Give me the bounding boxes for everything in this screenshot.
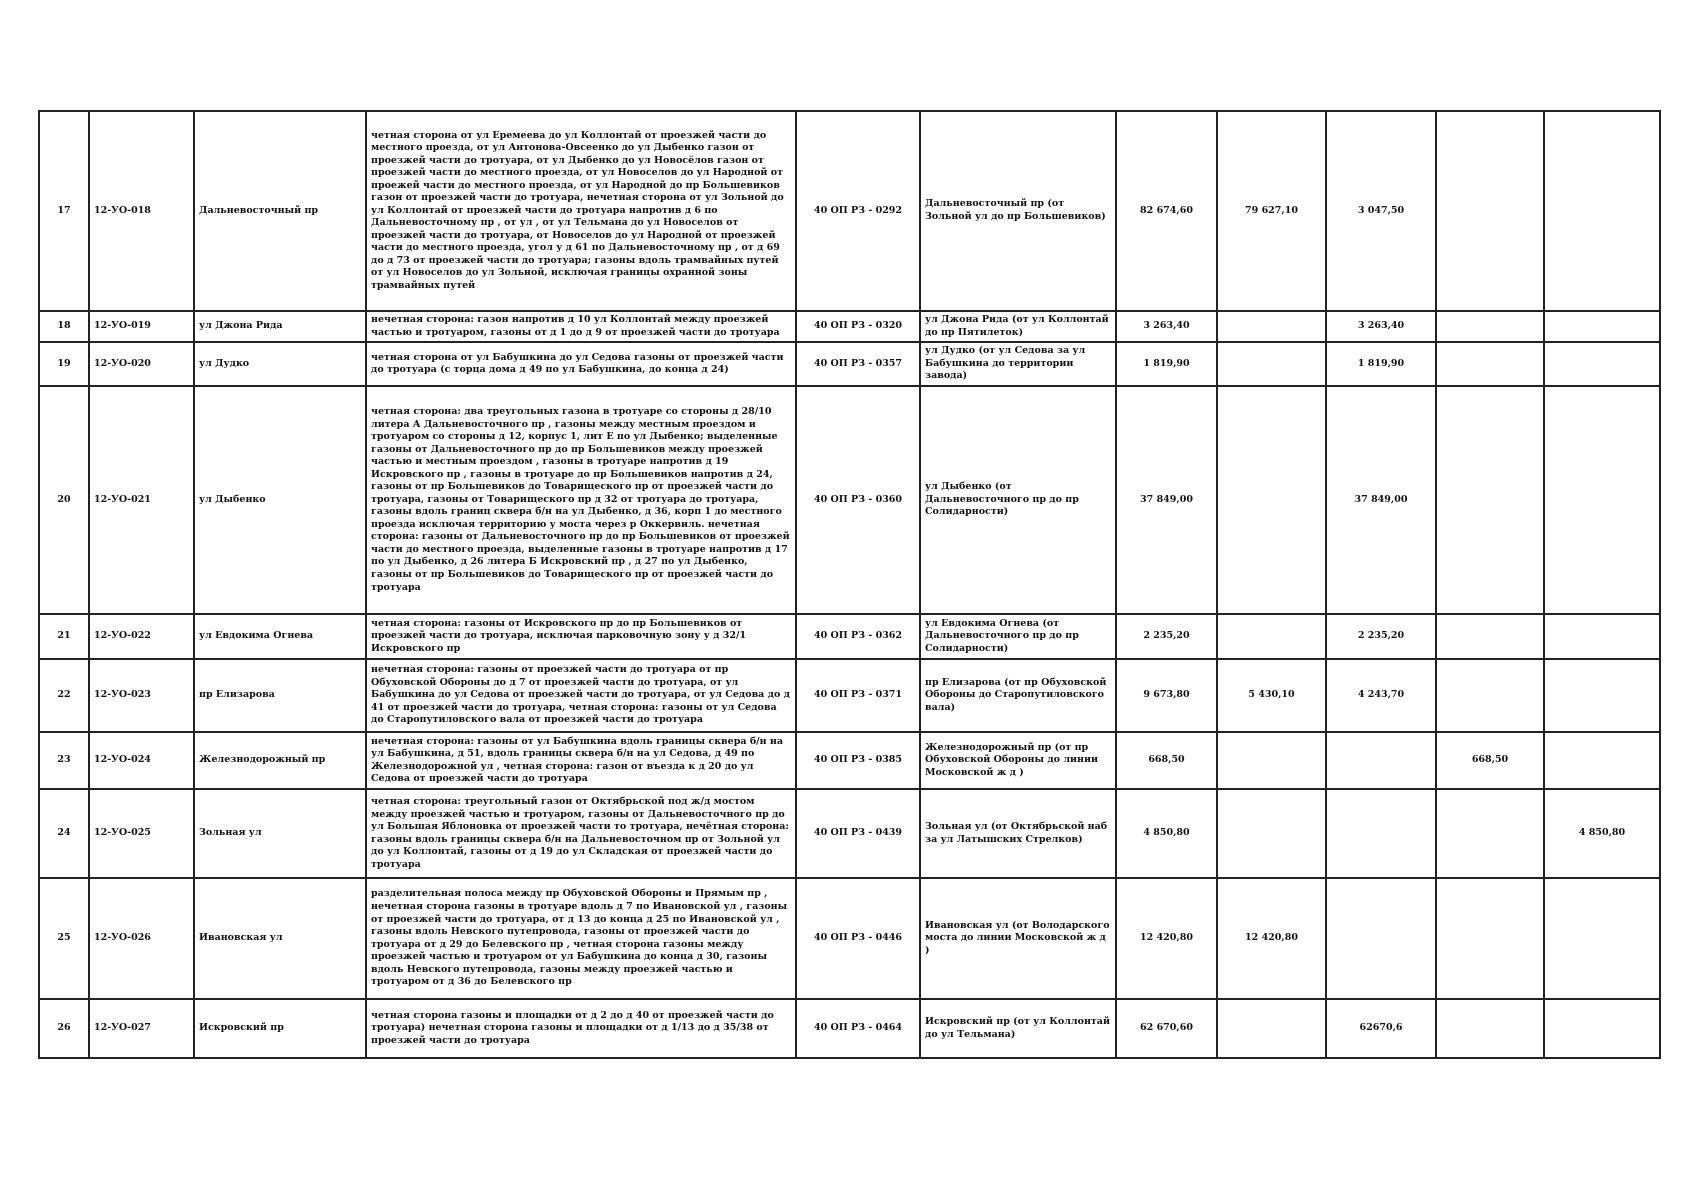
street-name: Ивановская ул bbox=[194, 878, 366, 999]
register-table bbox=[38, 110, 1661, 1059]
table-row bbox=[39, 386, 1660, 614]
street-name: ул Джона Рида bbox=[194, 311, 366, 342]
area-column-3 bbox=[1436, 659, 1544, 732]
area-column-4 bbox=[1544, 342, 1660, 386]
area-description: четная сторона от ул Бабушкина до ул Седова газоны от проезжей части до тротуара (с торца дома д 49 по ул Бабушкина, до конца д 24) bbox=[366, 342, 796, 386]
area-column-3 bbox=[1436, 111, 1544, 311]
row-number: 19 bbox=[39, 342, 89, 386]
registry-number: 40 ОП РЗ - 0362 bbox=[796, 614, 920, 659]
road-section: ул Дыбенко (от Дальневосточного пр до пр Солидарности) bbox=[920, 386, 1116, 614]
area-column-4: 4 850,80 bbox=[1544, 789, 1660, 878]
area-column-3: 668,50 bbox=[1436, 732, 1544, 789]
area-description: четная сторона: газоны от Искровского пр до пр Большевиков от проезжей части до тротуара, исключая парковочную зону у д 32/1 Искровского пр bbox=[366, 614, 796, 659]
object-code: 12-УО-021 bbox=[89, 386, 194, 614]
area-column-2: 2 235,20 bbox=[1326, 614, 1436, 659]
area-description: четная сторона от ул Еремеева до ул Коллонтай от проезжей части до местного проезда, от ул Антонова-Овсеенко до ул Дыбенко газон от проезжей части до тротуара, от ул Дыбенко до ул Новосёлов газон от проезжей части до местного проезда, от ул Новоселов до ул Народной от проежей части до местного проезда, от ул Народной до пр Большевиков газон от проезжей части до тротуара, нечетная сторона от ул Зольной до ул Коллонтай от проезжей части до тротуара напротив д 6 по Дальневосточному пр , от ул , от ул Тельмана до ул Новоселов от проезжей части до тротуара, от Новоселов до ул Народной от проезжей части до местного проезда, угол у д 61 по Дальневосточному пр , от д 69 до д 73 от проезжей части до тротуара; газоны вдоль трамвайных путей от ул Новоселов до ул Зольной, исключая границы охранной зоны трамвайных путей bbox=[366, 111, 796, 311]
area-column-1 bbox=[1217, 999, 1326, 1058]
row-number: 17 bbox=[39, 111, 89, 311]
area-column-3 bbox=[1436, 342, 1544, 386]
road-section: Железнодорожный пр (от пр Обуховской Обороны до линии Московской ж д ) bbox=[920, 732, 1116, 789]
table-row bbox=[39, 732, 1660, 789]
object-code: 12-УО-026 bbox=[89, 878, 194, 999]
area-description: нечетная сторона: газоны от ул Бабушкина вдоль границы сквера б/н на ул Бабушкина, д 51, вдоль границы сквера б/н на ул Седова, д 49 по Железнодорожной ул , четная сторона: газон от въезда к д 20 до ул Седова от проезжей части до тротуара bbox=[366, 732, 796, 789]
table-row bbox=[39, 342, 1660, 386]
area-column-3 bbox=[1436, 386, 1544, 614]
total-area: 3 263,40 bbox=[1116, 311, 1217, 342]
street-name: пр Елизарова bbox=[194, 659, 366, 732]
area-column-2: 3 263,40 bbox=[1326, 311, 1436, 342]
area-description: разделительная полоса между пр Обуховской Обороны и Прямым пр , нечетная сторона газоны в тротуаре вдоль д 7 по Ивановской ул , газоны от проезжей части до тротуара, от д 13 до конца д 25 по Ивановской ул , газоны вдоль Невского путепровода, газоны от проезжей части до тротуара от д 29 до Белевского пр , четная сторона газоны между проезжей частью и тротуаром от ул Бабушкина до конца д 30, газоны вдоль Невского путепровода, газоны между проезжей частью и тротуаром от д 36 до Белевского пр bbox=[366, 878, 796, 999]
street-name: Искровский пр bbox=[194, 999, 366, 1058]
road-section: ул Джона Рида (от ул Коллонтай до пр Пятилеток) bbox=[920, 311, 1116, 342]
registry-number: 40 ОП РЗ - 0371 bbox=[796, 659, 920, 732]
total-area: 4 850,80 bbox=[1116, 789, 1217, 878]
area-column-1 bbox=[1217, 614, 1326, 659]
area-column-2: 3 047,50 bbox=[1326, 111, 1436, 311]
object-code: 12-УО-022 bbox=[89, 614, 194, 659]
total-area: 62 670,60 bbox=[1116, 999, 1217, 1058]
street-name: Железнодорожный пр bbox=[194, 732, 366, 789]
row-number: 21 bbox=[39, 614, 89, 659]
area-column-2: 62670,6 bbox=[1326, 999, 1436, 1058]
road-section: Искровский пр (от ул Коллонтай до ул Тельмана) bbox=[920, 999, 1116, 1058]
road-section: Дальневосточный пр (от Зольной ул до пр Большевиков) bbox=[920, 111, 1116, 311]
area-column-1: 5 430,10 bbox=[1217, 659, 1326, 732]
street-name: Дальневосточный пр bbox=[194, 111, 366, 311]
area-column-3 bbox=[1436, 789, 1544, 878]
table-row bbox=[39, 878, 1660, 999]
area-column-4 bbox=[1544, 311, 1660, 342]
road-section: Зольная ул (от Октябрьской наб за ул Латышских Стрелков) bbox=[920, 789, 1116, 878]
area-description: четная сторона: два треугольных газона в тротуаре со стороны д 28/10 литера А Дальневосточного пр , газоны между местным проездом и тротуаром со стороны д 12, корпус 1, лит Е по ул Дыбенко; выделенные газоны от Дальневосточного пр до пр Большевиков между проезжей частью и местным проездом , газоны в тротуаре напротив д 19 Искровского пр , газоны в тротуаре до пр Большевиков напротив д 24, газоны от пр Большевиков до Товарищеского пр от проезжей части до тротуара, газоны от Товарищеского пр д 32 от тротуара до тротуара, газоны вдоль границ сквера б/н на ул Дыбенко, д 36, корп 1 до местного проезда исключая территорию у моста через р Оккервиль. нечетная сторона: газоны от Дальневосточного пр до пр Большевиков от проезжей части до местного проезда, выделенные газоны в тротуаре напротив д 17 по ул Дыбенко, д 26 литера Б Искровский пр , д 27 по ул Дыбенко, газоны от пр Большевиков до Товарищеского пр от проезжей части до тротуара bbox=[366, 386, 796, 614]
row-number: 24 bbox=[39, 789, 89, 878]
area-description: нечетная сторона: газоны от проезжей части до тротуара от пр Обуховской Обороны до д 7 от проезжей части до тротуара, от ул Бабушкина до ул Седова от проезжей части до тротуара, от ул Седова до д 41 от проезжей части до тротуара, четная сторона: газоны от ул Седова до Старопутиловского вала от проезжей части до тротуара bbox=[366, 659, 796, 732]
registry-number: 40 ОП РЗ - 0464 bbox=[796, 999, 920, 1058]
total-area: 2 235,20 bbox=[1116, 614, 1217, 659]
object-code: 12-УО-025 bbox=[89, 789, 194, 878]
total-area: 12 420,80 bbox=[1116, 878, 1217, 999]
area-column-4 bbox=[1544, 732, 1660, 789]
total-area: 9 673,80 bbox=[1116, 659, 1217, 732]
total-area: 668,50 bbox=[1116, 732, 1217, 789]
area-description: нечетная сторона: газон напротив д 10 ул Коллонтай между проезжей частью и тротуаром, газоны от д 1 до д 9 от проезжей части до тротуара bbox=[366, 311, 796, 342]
object-code: 12-УО-019 bbox=[89, 311, 194, 342]
registry-number: 40 ОП РЗ - 0439 bbox=[796, 789, 920, 878]
total-area: 1 819,90 bbox=[1116, 342, 1217, 386]
registry-number: 40 ОП РЗ - 0320 bbox=[796, 311, 920, 342]
area-column-4 bbox=[1544, 111, 1660, 311]
area-column-3 bbox=[1436, 311, 1544, 342]
area-column-4 bbox=[1544, 614, 1660, 659]
area-column-1 bbox=[1217, 386, 1326, 614]
object-code: 12-УО-024 bbox=[89, 732, 194, 789]
road-section: ул Евдокима Огнева (от Дальневосточного пр до пр Солидарности) bbox=[920, 614, 1116, 659]
registry-number: 40 ОП РЗ - 0385 bbox=[796, 732, 920, 789]
area-column-2 bbox=[1326, 789, 1436, 878]
area-column-4 bbox=[1544, 999, 1660, 1058]
row-number: 23 bbox=[39, 732, 89, 789]
road-section: ул Дудко (от ул Седова за ул Бабушкина до территории завода) bbox=[920, 342, 1116, 386]
street-name: ул Дыбенко bbox=[194, 386, 366, 614]
area-column-1 bbox=[1217, 732, 1326, 789]
area-column-3 bbox=[1436, 614, 1544, 659]
table-row bbox=[39, 659, 1660, 732]
area-column-3 bbox=[1436, 878, 1544, 999]
registry-number: 40 ОП РЗ - 0360 bbox=[796, 386, 920, 614]
registry-number: 40 ОП РЗ - 0292 bbox=[796, 111, 920, 311]
area-column-4 bbox=[1544, 386, 1660, 614]
row-number: 22 bbox=[39, 659, 89, 732]
row-number: 18 bbox=[39, 311, 89, 342]
area-column-1 bbox=[1217, 789, 1326, 878]
road-section: пр Елизарова (от пр Обуховской Обороны до Старопутиловского вала) bbox=[920, 659, 1116, 732]
table-row bbox=[39, 789, 1660, 878]
object-code: 12-УО-023 bbox=[89, 659, 194, 732]
registry-number: 40 ОП РЗ - 0357 bbox=[796, 342, 920, 386]
row-number: 25 bbox=[39, 878, 89, 999]
area-column-4 bbox=[1544, 659, 1660, 732]
object-code: 12-УО-018 bbox=[89, 111, 194, 311]
area-column-2: 37 849,00 bbox=[1326, 386, 1436, 614]
area-column-1: 12 420,80 bbox=[1217, 878, 1326, 999]
area-column-3 bbox=[1436, 999, 1544, 1058]
street-name: Зольная ул bbox=[194, 789, 366, 878]
total-area: 37 849,00 bbox=[1116, 386, 1217, 614]
total-area: 82 674,60 bbox=[1116, 111, 1217, 311]
table-row bbox=[39, 999, 1660, 1058]
area-column-2: 1 819,90 bbox=[1326, 342, 1436, 386]
area-column-2: 4 243,70 bbox=[1326, 659, 1436, 732]
area-description: четная сторона: треугольный газон от Октябрьской под ж/д мостом между проезжей частью и тротуаром, газоны от Дальневосточного пр до ул Большая Яблоновка от проезжей части то тротуара, нечётная сторона: газоны вдоль границы сквера б/н на Дальневосточном пр от Зольной ул до ул Коллонтай, газоны от д 19 до ул Складская от проезжей части до тротуара bbox=[366, 789, 796, 878]
row-number: 26 bbox=[39, 999, 89, 1058]
area-description: четная сторона газоны и площадки от д 2 до д 40 от проезжей части до тротуара) нечетная сторона газоны и площадки от д 1/13 до д 35/38 от проезжей части до тротуара bbox=[366, 999, 796, 1058]
street-name: ул Дудко bbox=[194, 342, 366, 386]
row-number: 20 bbox=[39, 386, 89, 614]
area-column-1 bbox=[1217, 342, 1326, 386]
area-column-2 bbox=[1326, 732, 1436, 789]
table-row bbox=[39, 111, 1660, 311]
area-column-1 bbox=[1217, 311, 1326, 342]
registry-number: 40 ОП РЗ - 0446 bbox=[796, 878, 920, 999]
road-section: Ивановская ул (от Володарского моста до линии Московской ж д ) bbox=[920, 878, 1116, 999]
table-body bbox=[39, 111, 1660, 1058]
table-row bbox=[39, 614, 1660, 659]
table-row bbox=[39, 311, 1660, 342]
street-name: ул Евдокима Огнева bbox=[194, 614, 366, 659]
object-code: 12-УО-027 bbox=[89, 999, 194, 1058]
object-code: 12-УО-020 bbox=[89, 342, 194, 386]
area-column-2 bbox=[1326, 878, 1436, 999]
area-column-1: 79 627,10 bbox=[1217, 111, 1326, 311]
area-column-4 bbox=[1544, 878, 1660, 999]
